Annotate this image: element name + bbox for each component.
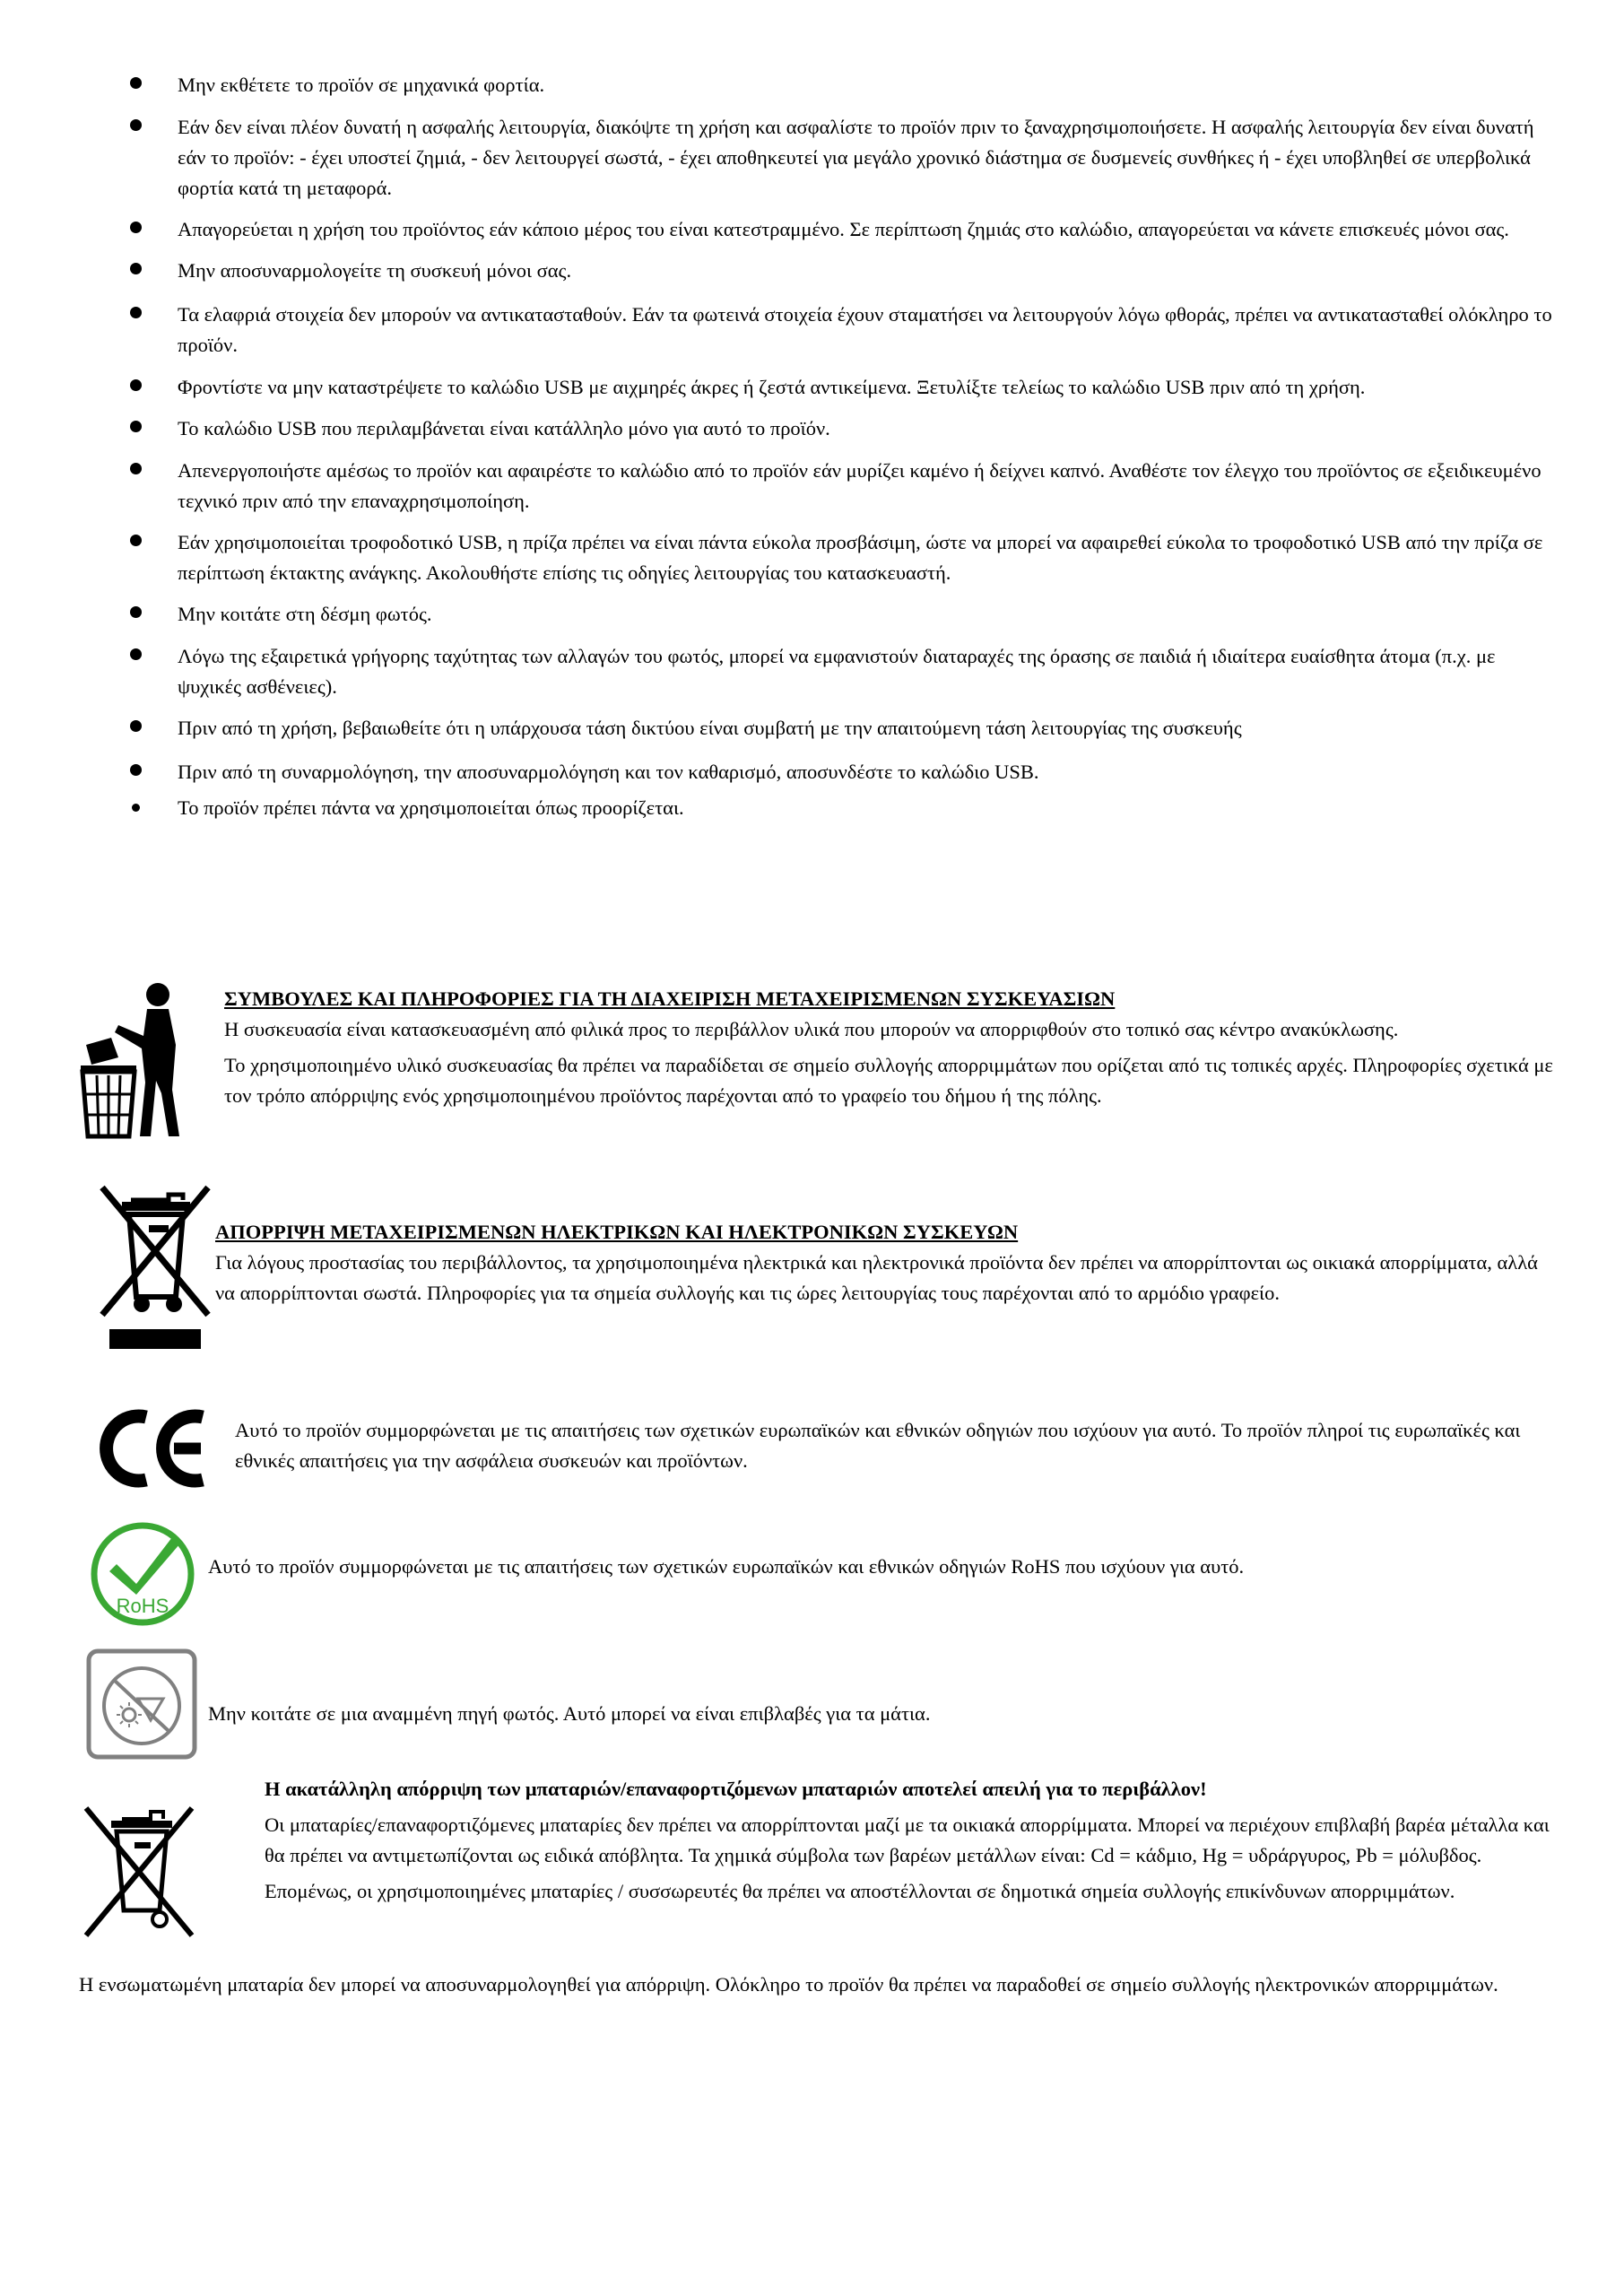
battery-paragraph: Οι μπαταρίες/επαναφορτιζόμενες μπαταρίες δεν πρέπει να απορρίπτονται μαζί με τα οικιακά απορρίμματα. Μπορεί να περιέχουν επιβλαβή βαρέα μέταλλα και θα πρέπει να αντιμετωπίζονται ως ειδικά απόβλητα. Τα χημικά σύμβολα των βαρέων μετάλλων είναι: Cd = κάδμιο, Hg = υδράργυρος, Pb = μόλυβδος.: [265, 1813, 1550, 1866]
battery-section: [265, 1774, 1560, 1907]
ce-paragraph: Αυτό το προϊόν συμμορφώνεται με τις απαιτήσεις των σχετικών ευρωπαϊκών και εθνικών οδηγιών που ισχύουν για αυτό. Το προϊόν πληροί τις ευρωπαϊκές και εθνικές απαιτήσεις για την ασφάλεια συσκευών και προϊόντων.: [235, 1419, 1521, 1472]
eye-warning-section: [208, 1699, 1560, 1729]
list-item: Μην αποσυναρμολογείτε τη συσκευή μόνοι σας.: [0, 256, 1624, 286]
packaging-paragraph: Το χρησιμοποιημένο υλικό συσκευασίας θα πρέπει να παραδίδεται σε σημείο συλλογής απορριμμάτων που ορίζεται από τις τοπικές αρχές. Πληροφορίες σχετικά με τον τρόπο απόρριψης ενός χρησιμοποιημένου προϊόντος παρέχονται από το γραφείο του δήμου ή της πόλης.: [224, 1054, 1553, 1107]
list-item: Μην εκθέτετε το προϊόν σε μηχανικά φορτία.: [0, 70, 1624, 100]
list-item: Φροντίστε να μην καταστρέψετε το καλώδιο USB με αιχμηρές άκρες ή ζεστά αντικείμενα. Ξετυλίξτε τελείως το καλώδιο USB πριν από τη χρήση.: [0, 372, 1624, 403]
battery-heading: Η ακατάλληλη απόρριψη των μπαταριών/επαναφορτιζόμενων μπαταριών αποτελεί απειλή για το περιβάλλον!: [265, 1778, 1207, 1800]
battery-paragraph: Επομένως, οι χρησιμοποιημένες μπαταρίες / συσσωρευτές θα πρέπει να αποστέλλονται σε δημοτικά σημεία συλλογής επικίνδυνων απορριμμάτων.: [265, 1880, 1455, 1902]
list-item: Πριν από τη συναρμολόγηση, την αποσυναρμολόγηση και τον καθαρισμό, αποσυνδέστε το καλώδιο USB.: [0, 757, 1624, 787]
safety-bullet-list: [0, 70, 1624, 823]
packaging-section: [224, 984, 1560, 1111]
list-item: Μην κοιτάτε στη δέσμη φωτός.: [0, 599, 1624, 630]
weee-section: [215, 1217, 1560, 1309]
list-item: Απενεργοποιήστε αμέσως το προϊόν και αφαιρέστε το καλώδιο από το προϊόν εάν μυρίζει καμένο ή δείχνει καπνό. Αναθέστε τον έλεγχο του προϊόντος σε εξειδικευμένο τεχνικό πριν από την επαναχρησιμοποίηση.: [0, 456, 1624, 517]
tidyman-recycle-icon: [79, 982, 195, 1144]
packaging-paragraph: Η συσκευασία είναι κατασκευασμένη από φιλικά προς το περιβάλλον υλικά που μπορούν να απορριφθούν στο τοπικό σας κέντρο ανακύκλωσης.: [224, 1018, 1399, 1040]
weee-heading: ΑΠΟΡΡΙΨΗ ΜΕΤΑΧΕΙΡΙΣΜΕΝΩΝ ΗΛΕΚΤΡΙΚΩΝ ΚΑΙ ΗΛΕΚΤΡΟΝΙΚΩΝ ΣΥΣΚΕΥΩΝ: [215, 1221, 1019, 1243]
list-item: Απαγορεύεται η χρήση του προϊόντος εάν κάποιο μέρος του είναι κατεστραμμένο. Σε περίπτωση ζημιάς στο καλώδιο, απαγορεύεται να κάνετε επισκευές μόνοι σας.: [0, 214, 1624, 245]
list-item: Το καλώδιο USB που περιλαμβάνεται είναι κατάλληλο μόνο για αυτό το προϊόν.: [0, 413, 1624, 444]
weee-crossed-bin-icon: [97, 1184, 213, 1350]
list-item: Πριν από τη χρήση, βεβαιωθείτε ότι η υπάρχουσα τάση δικτύου είναι συμβατή με την απαιτούμενη τάση λειτουργίας της συσκευής: [0, 713, 1624, 744]
rohs-section: [208, 1552, 1560, 1582]
ce-section: [235, 1415, 1560, 1476]
rohs-logo-text: RoHS: [116, 1595, 169, 1617]
list-item: Εάν χρησιμοποιείται τροφοδοτικό USB, η πρίζα πρέπει να είναι πάντα εύκολα προσβάσιμη, ώστε να μπορεί να αφαιρεθεί εύκολα το τροφοδοτικό USB από την πρίζα σε περίπτωση έκτακτης ανάγκης. Ακολουθήστε επίσης τις οδηγίες λειτουργίας του κατασκευαστή.: [0, 527, 1624, 588]
eye-warning-paragraph: Μην κοιτάτε σε μια αναμμένη πηγή φωτός. Αυτό μπορεί να είναι επιβλαβές για τα μάτια.: [208, 1702, 931, 1725]
rohs-paragraph: Αυτό το προϊόν συμμορφώνεται με τις απαιτήσεις των σχετικών ευρωπαϊκών και εθνικών οδηγιών RoHS που ισχύουν για αυτό.: [208, 1555, 1245, 1578]
list-item: Εάν δεν είναι πλέον δυνατή η ασφαλής λειτουργία, διακόψτε τη χρήση και ασφαλίστε το προϊόν πριν το ξαναχρησιμοποιήσετε. Η ασφαλής λειτουργία δεν είναι δυνατή εάν το προϊόν: - έχει υποστεί ζημιά, - δεν λειτουργεί σωστά, - έχει αποθηκευτεί για μεγάλο χρονικό διάστημα σε δυσμενείς συνθήκες ή - έχει υποβληθεί σε υπερβολικά φορτία κατά τη μεταφορά.: [0, 112, 1624, 204]
battery-crossed-bin-icon: [81, 1805, 197, 1939]
list-item: Λόγω της εξαιρετικά γρήγορης ταχύτητας των αλλαγών του φωτός, μπορεί να εμφανιστούν διαταραχές της όρασης σε παιδιά ή ιδιαίτερα ευαίσθητα άτομα (π.χ. με ψυχικές ασθένειες).: [0, 641, 1624, 702]
list-item: Το προϊόν πρέπει πάντα να χρησιμοποιείται όπως προορίζεται.: [0, 793, 1624, 823]
battery-footer-paragraph: Η ενσωματωμένη μπαταρία δεν μπορεί να αποσυναρμολογηθεί για απόρριψη. Ολόκληρο το προϊόν θα πρέπει να παραδοθεί σε σημείο συλλογής ηλεκτρονικών απορριμμάτων.: [79, 1973, 1498, 1996]
do-not-look-light-icon: [86, 1648, 197, 1760]
ce-mark-icon: [97, 1408, 213, 1489]
list-item: Τα ελαφριά στοιχεία δεν μπορούν να αντικατασταθούν. Εάν τα φωτεινά στοιχεία έχουν σταματήσει να λειτουργούν λόγω φθοράς, πρέπει να αντικατασταθεί ολόκληρο το προϊόν.: [0, 300, 1624, 361]
rohs-check-icon: [90, 1521, 195, 1627]
weee-paragraph: Για λόγους προστασίας του περιβάλλοντος, τα χρησιμοποιημένα ηλεκτρικά και ηλεκτρονικά προϊόντα δεν πρέπει να απορρίπτονται ως οικιακά απορρίμματα, αλλά να απορρίπτονται σωστά. Πληροφορίες για τα σημεία συλλογής και τις ώρες λειτουργίας τους παρέχονται από το αρμόδιο γραφείο.: [215, 1251, 1538, 1304]
packaging-heading: ΣΥΜΒΟΥΛΕΣ ΚΑΙ ΠΛΗΡΟΦΟΡΙΕΣ ΓΙΑ ΤΗ ΔΙΑΧΕΙΡΙΣΗ ΜΕΤΑΧΕΙΡΙΣΜΕΝΩΝ ΣΥΣΚΕΥΑΣΙΩΝ: [224, 987, 1116, 1010]
